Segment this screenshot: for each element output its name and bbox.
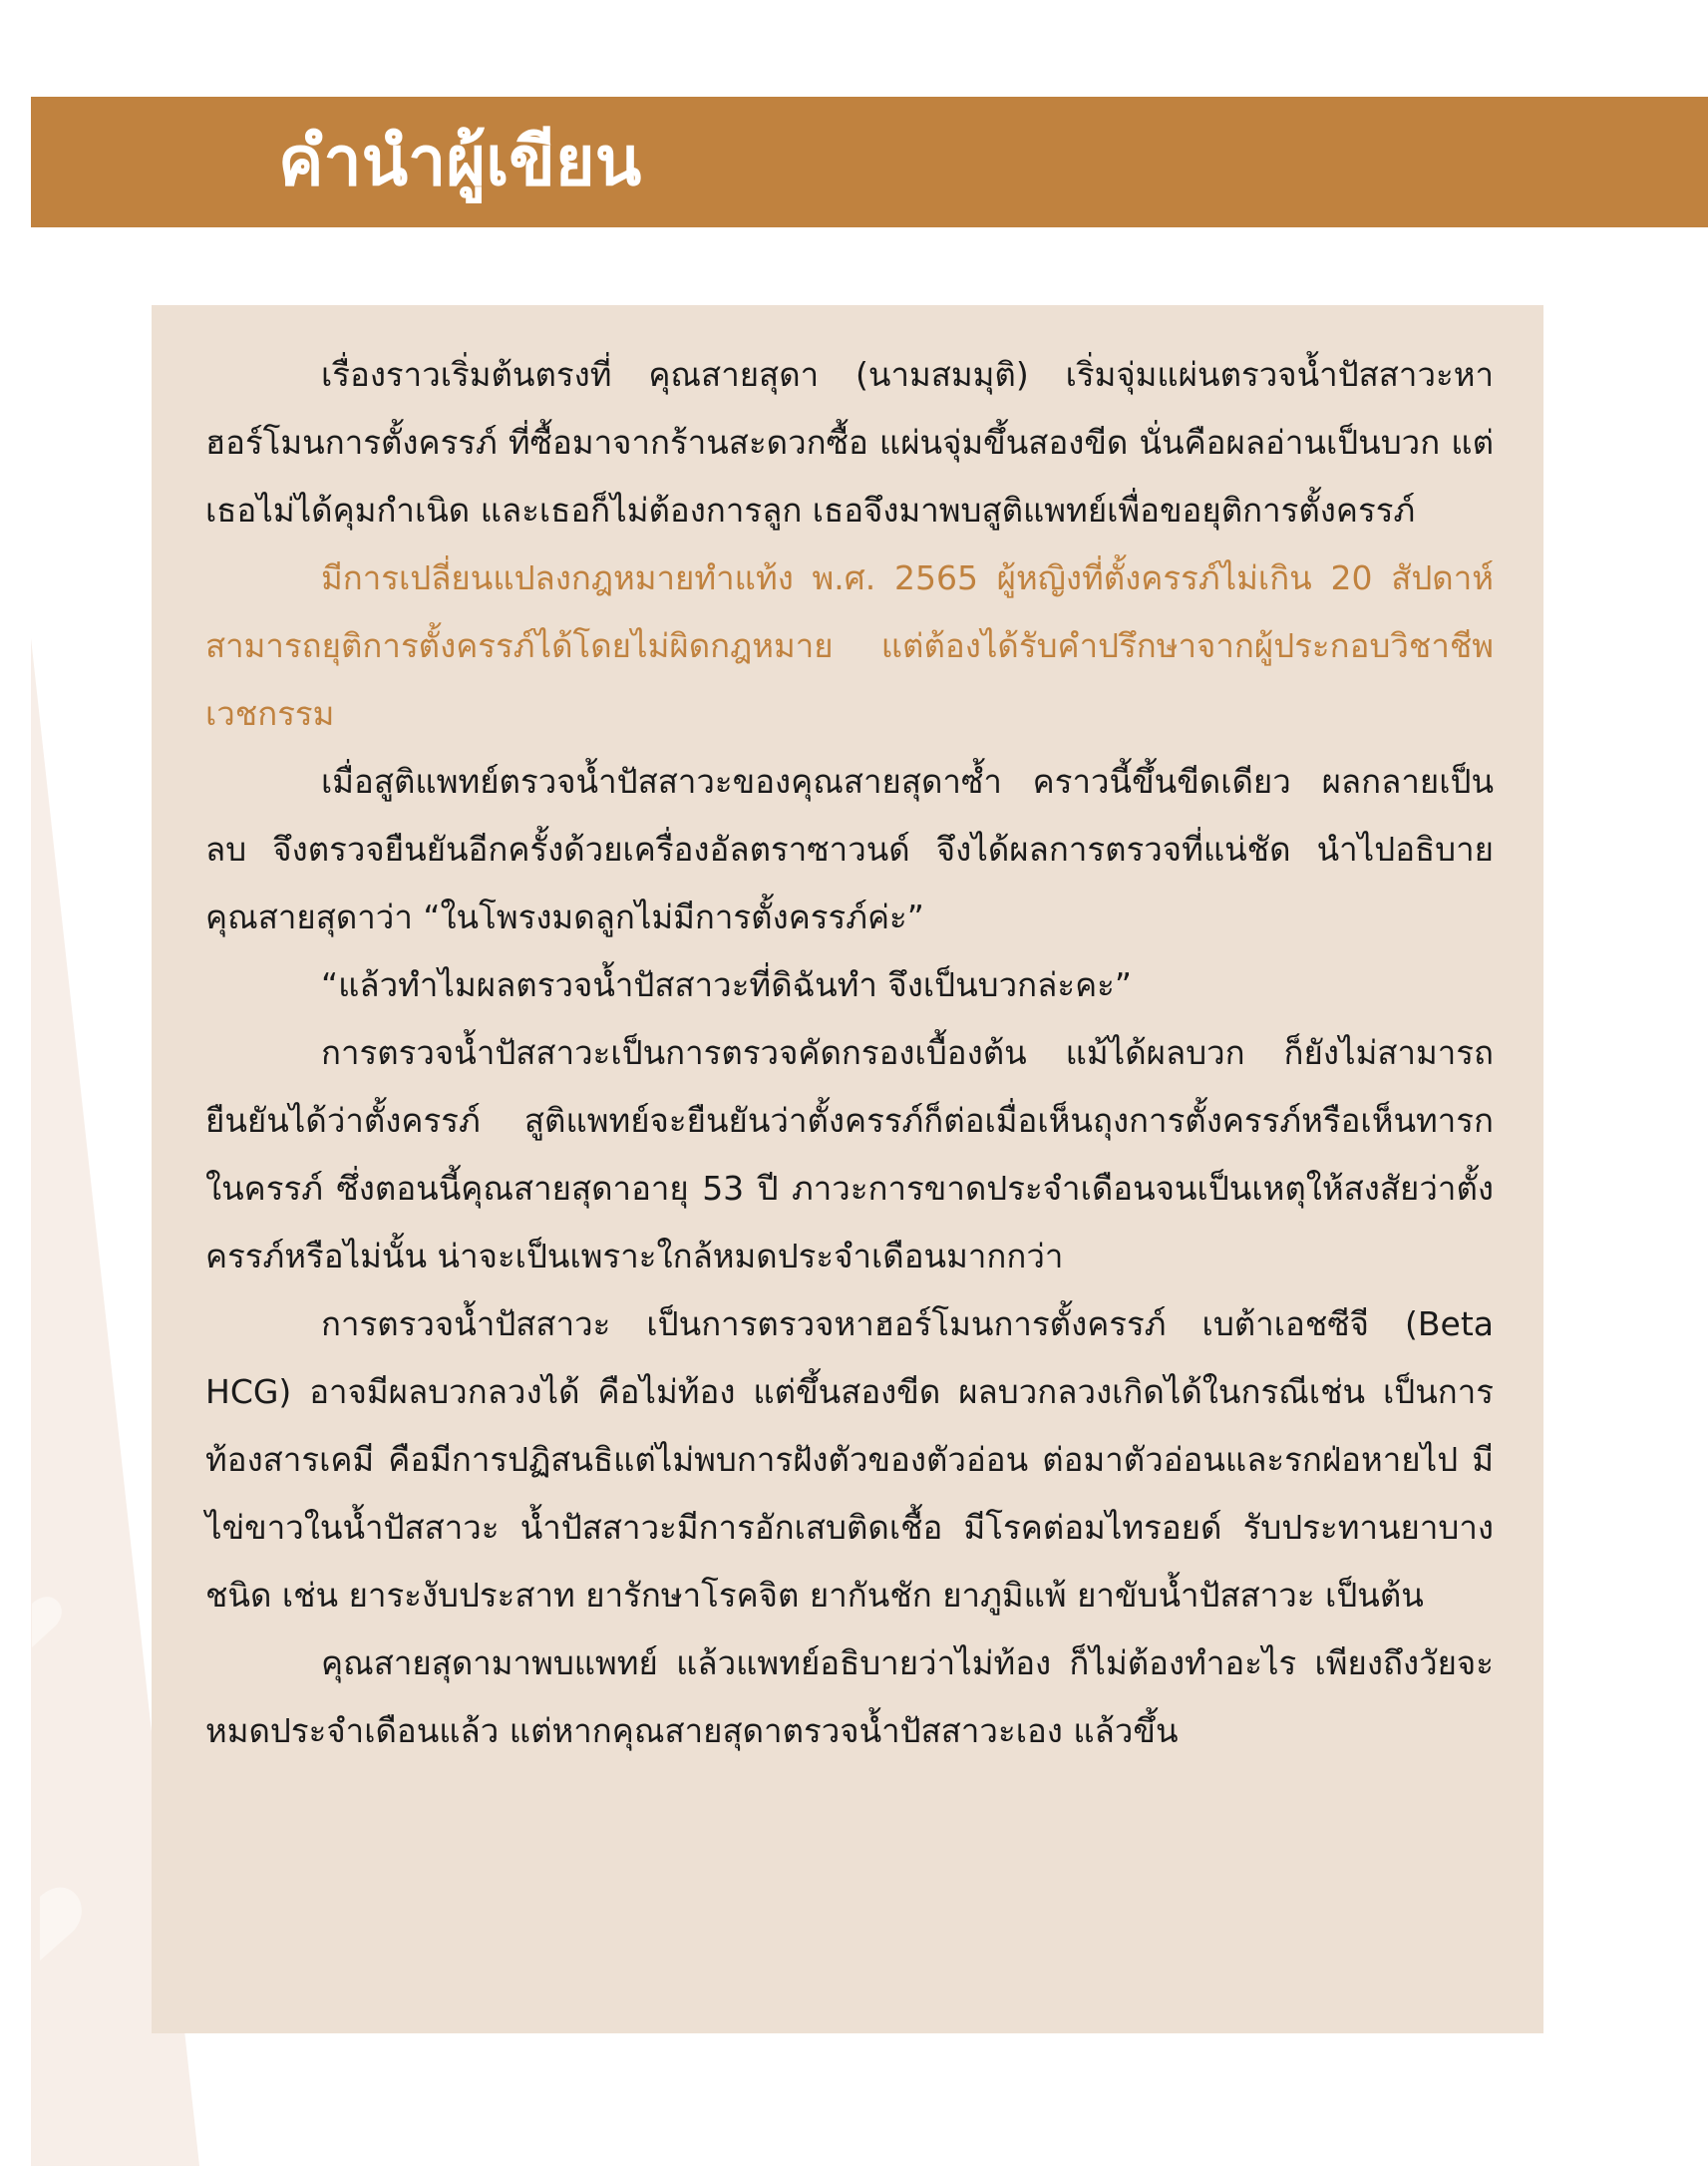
heart-icon <box>40 1888 82 1961</box>
paragraph-patient-question: “แล้วทำไมผลตรวจน้ำปัสสาวะที่ดิฉันทำ จึงเป็นบวกล่ะคะ” <box>321 965 1132 1004</box>
header-band <box>31 97 1708 227</box>
paragraph-retest: เมื่อสูติแพทย์ตรวจน้ำปัสสาวะของคุณสายสุดาซ้ำ คราวนี้ขึ้นขีดเดียว ผลกลายเป็นลบ จึงตรวจยืนยันอีกครั้งด้วยเครื่องอัลตราซาวนด์ จึงได้ผลการตรวจที่แน่ชัด นำไปอธิบายคุณสายสุดาว่า “ในโพรงมดลูกไม่มีการตั้งครรภ์ค่ะ” <box>205 762 1494 936</box>
heart-icon <box>32 1597 62 1647</box>
content-box <box>152 305 1543 2033</box>
paragraph-law-highlight: มีการเปลี่ยนแปลงกฎหมายทำแท้ง พ.ศ. 2565 ผู้หญิงที่ตั้งครรภ์ไม่เกิน 20 สัปดาห์ สามารถยุติการตั้งครรภ์ได้โดยไม่ผิดกฎหมาย แต่ต้องได้รับคำปรึกษาจากผู้ประกอบวิชาชีพเวชกรรม <box>205 558 1494 733</box>
paragraph-false-positive: การตรวจน้ำปัสสาวะ เป็นการตรวจหาฮอร์โมนการตั้งครรภ์ เบต้าเอชซีจี (Beta HCG) อาจมีผลบวกลวงได้ คือไม่ท้อง แต่ขึ้นสองขีด ผลบวกลวงเกิดได้ในกรณีเช่น เป็นการท้องสารเคมี คือมีการปฏิสนธิแต่ไม่พบการฝังตัวของตัวอ่อน ต่อมาตัวอ่อนและรกฝ่อหายไป มีไข่ขาวในน้ำปัสสาวะ น้ำปัสสาวะมีการอักเสบติดเชื้อ มีโรคต่อมไทรอยด์ รับประทานยาบางชนิด เช่น ยาระงับประสาท ยารักษาโรคจิต ยากันชัก ยาภูมิแพ้ ยาขับน้ำปัสสาวะ เป็นต้น <box>205 1304 1494 1615</box>
page-title: คำนำผู้เขียน <box>278 123 642 201</box>
paragraph-screening: การตรวจน้ำปัสสาวะเป็นการตรวจคัดกรองเบื้องต้น แม้ได้ผลบวก ก็ยังไม่สามารถยืนยันได้ว่าตั้งครรภ์ สูติแพทย์จะยืนยันว่าตั้งครรภ์ก็ต่อเมื่อเห็นถุงการตั้งครรภ์หรือเห็นทารกในครรภ์ ซึ่งตอนนี้คุณสายสุดาอายุ 53 ปี ภาวะการขาดประจำเดือนจนเป็นเหตุให้สงสัยว่าตั้งครรภ์หรือไม่นั้น น่าจะเป็นเพราะใกล้หมดประจำเดือนมากกว่า <box>205 1033 1494 1275</box>
paragraph-conclusion: คุณสายสุดามาพบแพทย์ แล้วแพทย์อธิบายว่าไม่ท้อง ก็ไม่ต้องทำอะไร เพียงถึงวัยจะหมดประจำเดือนแล้ว แต่หากคุณสายสุดาตรวจน้ำปัสสาวะเอง แล้วขึ้น <box>205 1643 1494 1750</box>
paragraph-intro: เรื่องราวเริ่มต้นตรงที่ คุณสายสุดา (นามสมมุติ) เริ่มจุ่มแผ่นตรวจน้ำปัสสาวะหาฮอร์โมนการตั้งครรภ์ ที่ซื้อมาจากร้านสะดวกซื้อ แผ่นจุ่มขึ้นสองขีด นั่นคือผลอ่านเป็นบวก แต่เธอไม่ได้คุมกำเนิด และเธอก็ไม่ต้องการลูก เธอจึงมาพบสูติแพทย์เพื่อขอยุติการตั้งครรภ์ <box>205 355 1494 530</box>
